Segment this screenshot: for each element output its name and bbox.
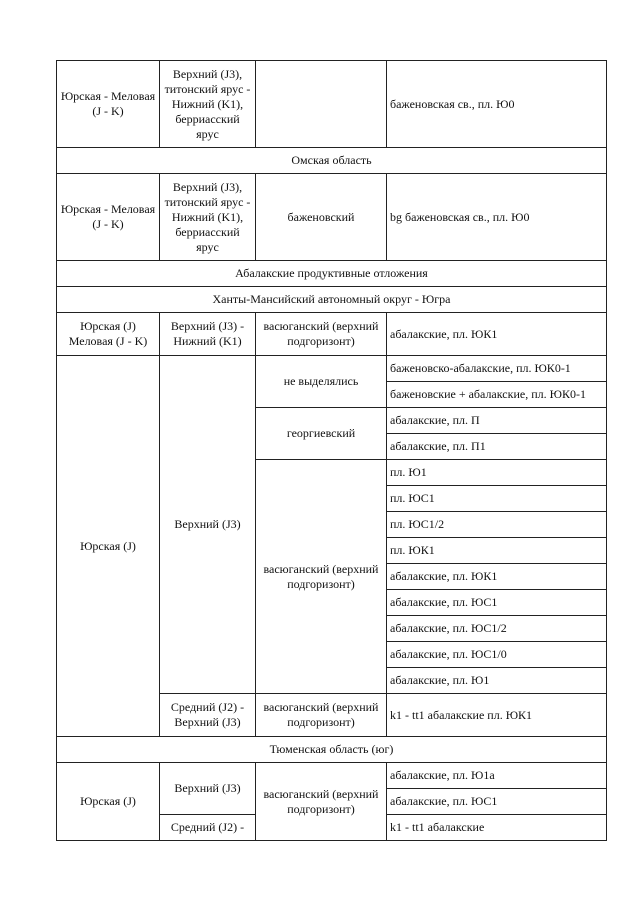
region-row xyxy=(57,287,607,313)
table-row xyxy=(57,356,607,382)
stage-cell: Верхний (J3), титонский ярус - Нижний (K1), берриасский ярус xyxy=(160,61,256,148)
region-row xyxy=(57,737,607,763)
layer-cell: k1 - tt1 абалакские xyxy=(387,815,607,841)
region-row xyxy=(57,148,607,174)
layer-cell: пл. ЮС1/2 xyxy=(387,512,607,538)
region-header: Тюменская область (юг) xyxy=(57,737,607,763)
table-row xyxy=(57,313,607,356)
layer-cell: абалакские, пл. П xyxy=(387,408,607,434)
stage-cell: Верхний (J3) xyxy=(160,356,256,694)
era-cell: Юрская - Меловая (J - K) xyxy=(57,61,160,148)
stage-cell: Верхний (J3) - Нижний (K1) xyxy=(160,313,256,356)
layer-cell: абалакские, пл. ЮС1/0 xyxy=(387,642,607,668)
table-row xyxy=(57,174,607,261)
stage-cell: Средний (J2) - Верхний (J3) xyxy=(160,694,256,737)
region-header: Омская область xyxy=(57,148,607,174)
section-row xyxy=(57,261,607,287)
era-cell: Юрская (J) xyxy=(57,356,160,737)
layer-cell: баженовские + абалакские, пл. ЮК0-1 xyxy=(387,382,607,408)
layer-cell: k1 - tt1 абалакские пл. ЮК1 xyxy=(387,694,607,737)
layer-cell: баженовско-абалакские, пл. ЮК0-1 xyxy=(387,356,607,382)
horizon-cell: васюганский (верхний подгоризонт) xyxy=(256,694,387,737)
layer-cell: пл. ЮК1 xyxy=(387,538,607,564)
stage-cell: Верхний (J3) xyxy=(160,763,256,815)
era-cell: Юрская - Меловая (J - K) xyxy=(57,174,160,261)
layer-cell: bg баженовская св., пл. Ю0 xyxy=(387,174,607,261)
layer-cell: абалакские, пл. ЮК1 xyxy=(387,564,607,590)
table-row xyxy=(57,763,607,789)
stage-cell: Верхний (J3), титонский ярус - Нижний (K1), берриасский ярус xyxy=(160,174,256,261)
horizon-cell xyxy=(256,61,387,148)
horizon-cell: баженовский xyxy=(256,174,387,261)
layer-cell: абалакские, пл. Ю1а xyxy=(387,763,607,789)
horizon-cell: не выделялись xyxy=(256,356,387,408)
horizon-cell: васюганский (верхний подгоризонт) xyxy=(256,763,387,841)
layer-cell: пл. Ю1 xyxy=(387,460,607,486)
layer-cell: баженовская св., пл. Ю0 xyxy=(387,61,607,148)
era-cell: Юрская (J) xyxy=(57,763,160,841)
layer-cell: абалакские, пл. ЮС1 xyxy=(387,789,607,815)
horizon-cell: георгиевский xyxy=(256,408,387,460)
layer-cell: абалакские, пл. Ю1 xyxy=(387,668,607,694)
layer-cell: абалакские, пл. П1 xyxy=(387,434,607,460)
stage-cell: Средний (J2) - xyxy=(160,815,256,841)
table-row xyxy=(57,61,607,148)
era-cell: Юрская (J) Меловая (J - K) xyxy=(57,313,160,356)
horizon-cell: васюганский (верхний подгоризонт) xyxy=(256,460,387,694)
horizon-cell: васюганский (верхний подгоризонт) xyxy=(256,313,387,356)
layer-cell: пл. ЮС1 xyxy=(387,486,607,512)
layer-cell: абалакские, пл. ЮС1 xyxy=(387,590,607,616)
region-header: Ханты-Мансийский автономный округ - Югра xyxy=(57,287,607,313)
stratigraphy-table xyxy=(56,60,607,841)
layer-cell: абалакские, пл. ЮК1 xyxy=(387,313,607,356)
section-header: Абалакские продуктивные отложения xyxy=(57,261,607,287)
layer-cell: абалакские, пл. ЮС1/2 xyxy=(387,616,607,642)
